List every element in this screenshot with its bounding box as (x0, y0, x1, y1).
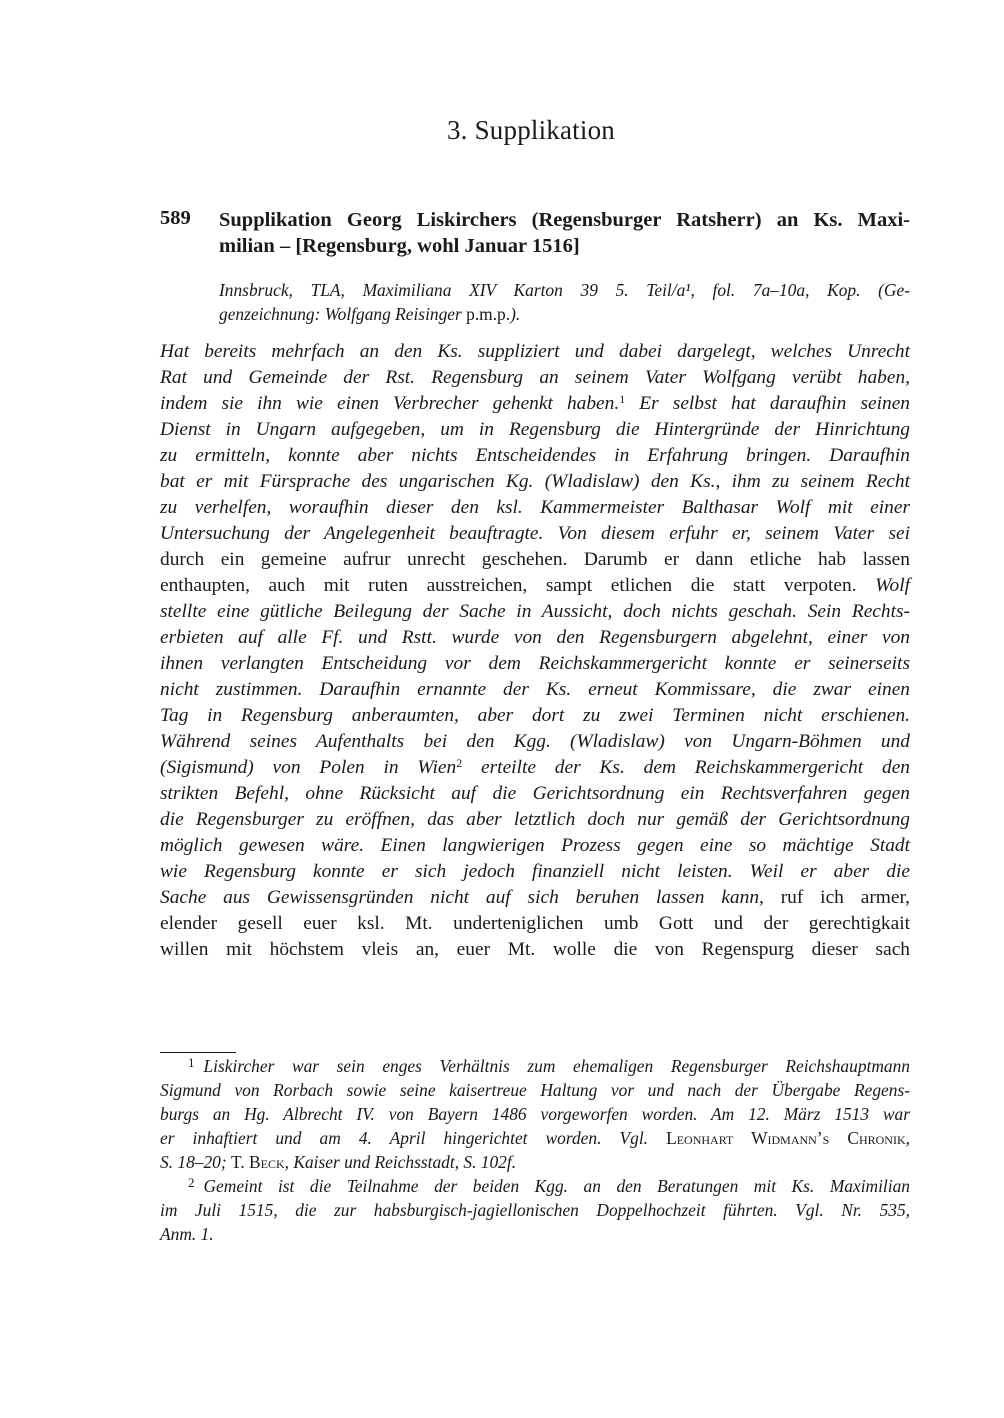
regest-body (160, 339, 910, 963)
body-line: erbieten auf alle Ff. und Rstt. wurde von den Regensburgern abgelehnt, einer von (160, 627, 910, 648)
source-line: Innsbruck, TLA, Maximiliana XIV Karton 39 5. Teil/a¹, fol. 7a–10a, Kop. (Ge- (219, 280, 910, 300)
body-line: Rat und Gemeinde der Rst. Regensburg an seinem Vater Wolfgang verübt haben, (160, 367, 910, 388)
footnote-line (160, 1150, 910, 1174)
footnote-text: Gemeint ist die Teilnahme der beiden Kgg. an den Beratungen mit Ks. Maximilian (203, 1176, 910, 1196)
body-text: Er selbst hat daraufhin seinen (625, 393, 911, 414)
body-line (160, 391, 910, 417)
body-text: (Sigismund) von Polen in Wien (160, 757, 457, 778)
source-abbreviation: p.m.p. (466, 304, 511, 324)
footnote-number: 2 (188, 1175, 195, 1190)
source-text-end: ). (510, 304, 521, 324)
source-citation (219, 278, 910, 326)
body-line-quote: durch ein gemeine aufrur unrecht geschehen. Darumb er dann etliche hab lassen (160, 549, 910, 570)
footnote-ref-1[interactable]: 1 (619, 392, 626, 406)
body-line-quote (160, 573, 910, 599)
source-text: genzeichnung: Wolfgang Reisinger (219, 304, 467, 324)
body-line: Tag in Regensburg anberaumten, aber dort zu zwei Terminen nicht erschienen. (160, 705, 910, 726)
footnote-line (160, 1054, 910, 1078)
body-line: die Regensburger zu eröffnen, das aber letztlich doch nur gemäß der Gerichtsordnung (160, 809, 910, 830)
body-line: Während seines Aufenthalts bei den Kgg. (Wladislaw) von Ungarn-Böhmen und (160, 731, 910, 752)
footnote-number: 1 (188, 1055, 195, 1070)
footnote-text: , Kaiser und Reichsstadt, S. 102f. (284, 1152, 517, 1172)
chapter-title: 3. Supplikation (446, 115, 615, 145)
footnote-text: , (905, 1128, 910, 1148)
body-text: erteilte der Ks. dem Reichskammergericht den (462, 757, 910, 778)
footnote-line (160, 1174, 910, 1198)
body-line: ihnen verlangten Entscheidung vor dem Reichskammergericht konnte er seinerseits (160, 653, 910, 674)
heading-line: milian – [Regensburg, wohl Januar 1516] (219, 235, 580, 257)
quote-text: enthaupten, auch mit ruten ausstreichen, sampt etlichen die statt verpoten. (160, 575, 876, 596)
body-line: Untersuchung der Angelegenheit beauftragte. Von diesem erfuhr er, seinem Vater sei (160, 523, 910, 544)
footnote-line (160, 1126, 910, 1150)
body-line-quote: willen mit höchstem vleis an, euer Mt. wolle die von Regenspurg dieser sach (160, 939, 910, 960)
citation-author: Leonhart Widmann’s Chronik (666, 1128, 906, 1148)
body-text: Sache aus Gewissensgründen nicht auf sich beruhen lassen kann, (160, 887, 764, 908)
body-line (160, 885, 910, 911)
heading-line: Supplikation Georg Liskirchers (Regensburger Ratsherr) an Ks. Maxi- (219, 209, 910, 231)
footnote-1 (160, 1054, 910, 1174)
source-line (219, 302, 910, 326)
footnote-line: im Juli 1515, die zur habsburgisch-jagiellonischen Doppelhochzeit führten. Vgl. Nr. 535, (160, 1200, 910, 1220)
body-line (160, 755, 910, 781)
footnote-line: Anm. 1. (160, 1224, 214, 1244)
body-line: möglich gewesen wäre. Einen langwierigen Prozess gegen eine so mächtige Stadt (160, 835, 910, 856)
body-text: Wolf (875, 575, 910, 596)
body-line: zu ermitteln, konnte aber nichts Entscheidendes in Erfahrung bringen. Daraufhin (160, 445, 910, 466)
footnote-divider (160, 1052, 236, 1053)
document-number: 589 (160, 207, 191, 229)
body-line: nicht zustimmen. Daraufhin ernannte der Ks. erneut Kommissare, die zwar einen (160, 679, 910, 700)
footnote-text: S. 18–20; (160, 1152, 232, 1172)
document-heading (219, 207, 910, 259)
body-line-quote: elender gesell euer ksl. Mt. underteniglichen umb Gott und der gerechtigkait (160, 913, 910, 934)
footnote-2 (160, 1174, 910, 1246)
footnote-ref-2[interactable]: 2 (456, 756, 463, 770)
footnote-line: burgs an Hg. Albrecht IV. von Bayern 1486 vorgeworfen worden. Am 12. März 1513 war (160, 1104, 910, 1124)
footnote-text: er inhaftiert und am 4. April hingerichtet worden. Vgl. (160, 1128, 667, 1148)
body-line: wie Regensburg konnte er sich jedoch finanziell nicht leisten. Weil er aber die (160, 861, 910, 882)
footnote-line: Sigmund von Rorbach sowie seine kaisertreue Haltung vor und nach der Übergabe Regens- (160, 1080, 910, 1100)
citation-author: T. Beck (231, 1152, 285, 1172)
body-line: Hat bereits mehrfach an den Ks. suppliziert und dabei dargelegt, welches Unrecht (160, 341, 910, 362)
body-line: Dienst in Ungarn aufgegeben, um in Regensburg die Hintergründe der Hinrichtung (160, 419, 910, 440)
footnotes (160, 1054, 910, 1246)
body-line: strikten Befehl, ohne Rücksicht auf die Gerichtsordnung ein Rechtsverfahren gegen (160, 783, 910, 804)
body-line: zu verhelfen, woraufhin dieser den ksl. Kammermeister Balthasar Wolf mit einer (160, 497, 910, 518)
body-text: indem sie ihn wie einen Verbrecher gehenkt haben. (160, 393, 620, 414)
footnote-text: Liskircher war sein enges Verhältnis zum ehemaligen Regensburger Reichshauptmann (203, 1056, 910, 1076)
quote-text: ruf ich armer, (763, 887, 911, 908)
body-line: stellte eine gütliche Beilegung der Sache in Aussicht, doch nichts geschah. Sein Rechts- (160, 601, 910, 622)
body-line: bat er mit Fürsprache des ungarischen Kg. (Wladislaw) den Ks., ihm zu seinem Recht (160, 471, 910, 492)
